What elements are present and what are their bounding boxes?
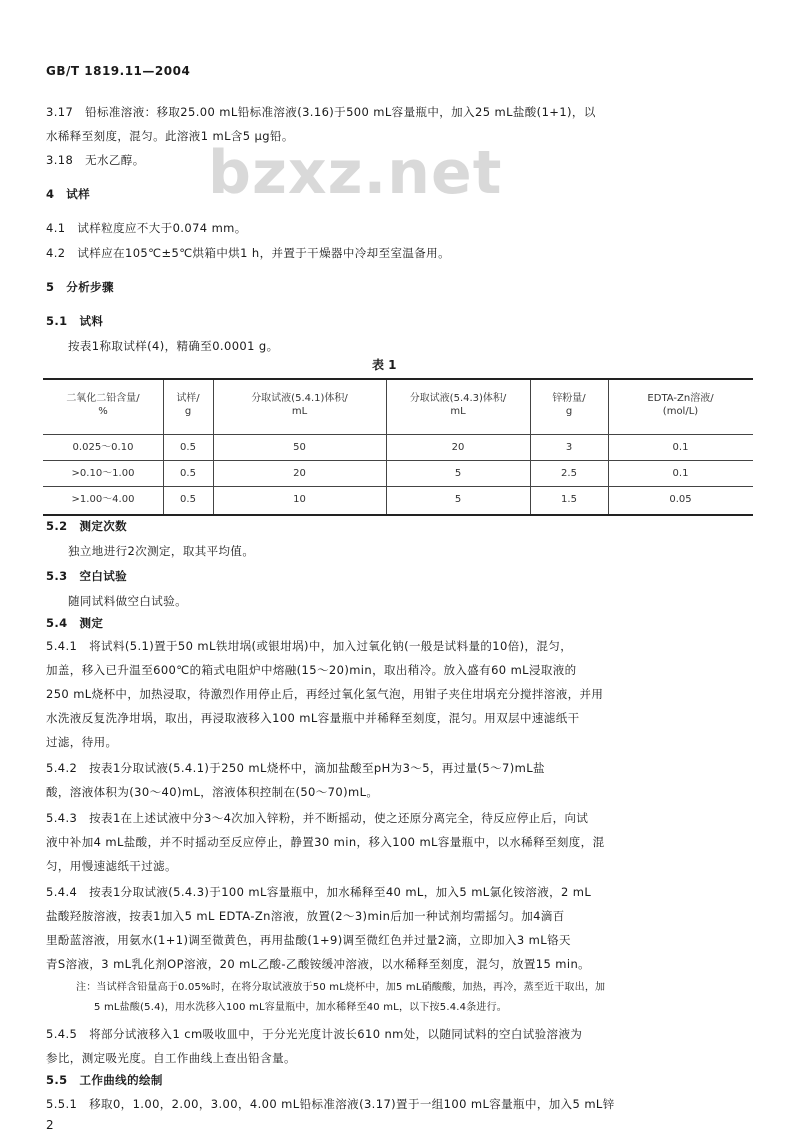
- table-header-cell: 二氧化二铅含量/ %: [66, 393, 140, 417]
- clause-5-4-1-line: 过滤，待用。: [46, 735, 118, 749]
- clause-4-1: 4.1 试样粒度应不大于0.074 mm。: [46, 221, 247, 235]
- page-number: 2: [46, 1118, 54, 1132]
- table-cell: 0.5: [180, 468, 196, 479]
- watermark: bzxz.net: [208, 138, 503, 208]
- clause-5-4-4-line: 盐酸羟胺溶液，按表1加入5 mL EDTA-Zn溶液，放置(2～3)min后加一种试剂均需摇匀。加4滴百: [46, 909, 565, 923]
- clause-5-1-text: 按表1称取试样(4)，精确至0.0001 g。: [68, 339, 279, 353]
- table-1-title: 表 1: [372, 358, 397, 372]
- table-cell: 20: [451, 442, 465, 453]
- note-line: 注：当试样含铅量高于0.05%时，在将分取试液放于50 mL烧杯中，加5 mL硝酸酸，加热，再冷，蒸至近干取出，加: [76, 982, 606, 993]
- table-header-cell: 分取试液(5.4.3)体积/ mL: [409, 393, 507, 417]
- table-header-cell: EDTA-Zn溶液/ (mol/L): [647, 393, 714, 417]
- table-cell: 0.1: [672, 442, 689, 453]
- table-cell: 0.025～0.10: [72, 442, 134, 453]
- section-4-title: 4 试样: [46, 187, 91, 201]
- clause-3-17-line-1: 3.17 铅标准溶液：移取25.00 mL铅标准溶液(3.16)于500 mL容量瓶中，加入25 mL盐酸(1+1)，以: [46, 105, 596, 119]
- clause-5-4-2-line: 酸，溶液体积为(30～40)mL，溶液体积控制在(50～70)mL。: [46, 785, 379, 799]
- standard-code: GB/T 1819.11—2004: [46, 64, 191, 78]
- table-cell: 0.1: [672, 468, 689, 479]
- clause-4-2: 4.2 试样应在105℃±5℃烘箱中烘1 h，并置于干燥器中冷却至室温备用。: [46, 246, 450, 260]
- clause-5-4-4-line: 青S溶液，3 mL乳化剂OP溶液，20 mL乙酸-乙酸铵缓冲溶液，以水稀释至刻度，混匀，放置15 min。: [46, 957, 591, 971]
- clause-5-4-4-line: 里酚蓝溶液，用氨水(1+1)调至微黄色，再用盐酸(1+9)调至微红色并过量2滴，立即加入3 mL铬天: [46, 933, 571, 947]
- table-cell: 5: [454, 494, 462, 505]
- table-cell: 3: [565, 442, 573, 453]
- table-cell: 0.5: [180, 442, 196, 453]
- clause-5-4-2-line: 5.4.2 按表1分取试液(5.4.1)于250 mL烧杯中，滴加盐酸至pH为3～5，再过量(5～7)mL盐: [46, 761, 545, 775]
- clause-5-3-title: 5.3 空白试验: [46, 569, 128, 583]
- clause-5-4-3-line: 液中补加4 mL盐酸，并不时摇动至反应停止，静置30 min，移入100 mL容量瓶中，以水稀释至刻度，混: [46, 835, 605, 849]
- clause-5-4-1-line: 水洗液反复洗净坩埚，取出，再浸取液移入100 mL容量瓶中并稀释至刻度，混匀。用双层中速滤纸干: [46, 711, 580, 725]
- clause-5-4-5-line: 5.4.5 将部分试液移入1 cm吸收皿中，于分光光度计波长610 nm处，以随同试料的空白试验溶液为: [46, 1027, 583, 1041]
- table-cell: 2.5: [561, 468, 577, 479]
- clause-5-4-4-line: 5.4.4 按表1分取试液(5.4.3)于100 mL容量瓶中，加水稀释至40 mL，加入5 mL氯化铵溶液，2 mL: [46, 885, 592, 899]
- clause-5-5-1-line: 5.5.1 移取0，1.00，2.00，3.00，4.00 mL铅标准溶液(3.17)置于一组100 mL容量瓶中，加入5 mL锌: [46, 1097, 615, 1111]
- table-1: [43, 378, 753, 516]
- table-cell: 0.05: [669, 494, 692, 505]
- table-header-cell: 分取试液(5.4.1)体积/ mL: [251, 393, 348, 417]
- clause-5-4-3-line: 5.4.3 按表1在上述试液中分3～4次加入锌粉，并不断摇动，使之还原分离完全，待反应停止后，向试: [46, 811, 589, 825]
- clause-5-4-1-line: 加盖，移入已升温至600℃的箱式电阻炉中熔融(15～20)min，取出稍冷。放入盛有60 mL浸取液的: [46, 663, 577, 677]
- clause-5-2-text: 独立地进行2次测定，取其平均值。: [68, 544, 255, 558]
- clause-5-4-1-line: 5.4.1 将试料(5.1)置于50 mL铁坩埚(或银坩埚)中，加入过氧化钠(一般是试料量的10倍)，混匀，: [46, 639, 573, 653]
- clause-5-1-title: 5.1 试料: [46, 314, 104, 328]
- table-cell: 5: [454, 468, 462, 479]
- clause-5-2-title: 5.2 测定次数: [46, 519, 128, 533]
- clause-3-18: 3.18 无水乙醇。: [46, 153, 145, 167]
- clause-3-17-line-2: 水稀释至刻度，混匀。此溶液1 mL含5 μg铅。: [46, 129, 294, 143]
- table-cell: 1.5: [561, 494, 577, 505]
- note-line: 5 mL盐酸(5.4)，用水洗移入100 mL容量瓶中，加水稀释至40 mL，以下按5.4.4条进行。: [94, 1002, 507, 1013]
- clause-5-4-title: 5.4 测定: [46, 616, 104, 630]
- table-cell: >1.00～4.00: [71, 494, 135, 505]
- table-cell: 20: [293, 468, 306, 479]
- table-row-divider: [43, 486, 753, 487]
- clause-5-3-text: 随同试料做空白试验。: [68, 594, 187, 608]
- section-5-title: 5 分析步骤: [46, 280, 114, 294]
- table-cell: >0.10～1.00: [71, 468, 135, 479]
- table-header-cell: 试样/ g: [176, 393, 200, 417]
- table-cell: 10: [293, 494, 306, 505]
- table-row-divider: [43, 460, 753, 461]
- clause-5-4-1-line: 250 mL烧杯中，加热浸取，待激烈作用停止后，再经过氧化氢气泡，用钳子夹住坩埚充分搅拌溶液，并用: [46, 687, 604, 701]
- clause-5-5-title: 5.5 工作曲线的绘制: [46, 1073, 163, 1087]
- table-header-cell: 锌粉量/ g: [552, 393, 586, 417]
- table-cell: 50: [293, 442, 306, 453]
- table-header-divider: [43, 434, 753, 435]
- clause-5-4-5-line: 参比，测定吸光度。自工作曲线上查出铅含量。: [46, 1051, 296, 1065]
- table-cell: 0.5: [180, 494, 196, 505]
- clause-5-4-3-line: 匀，用慢速滤纸干过滤。: [46, 859, 177, 873]
